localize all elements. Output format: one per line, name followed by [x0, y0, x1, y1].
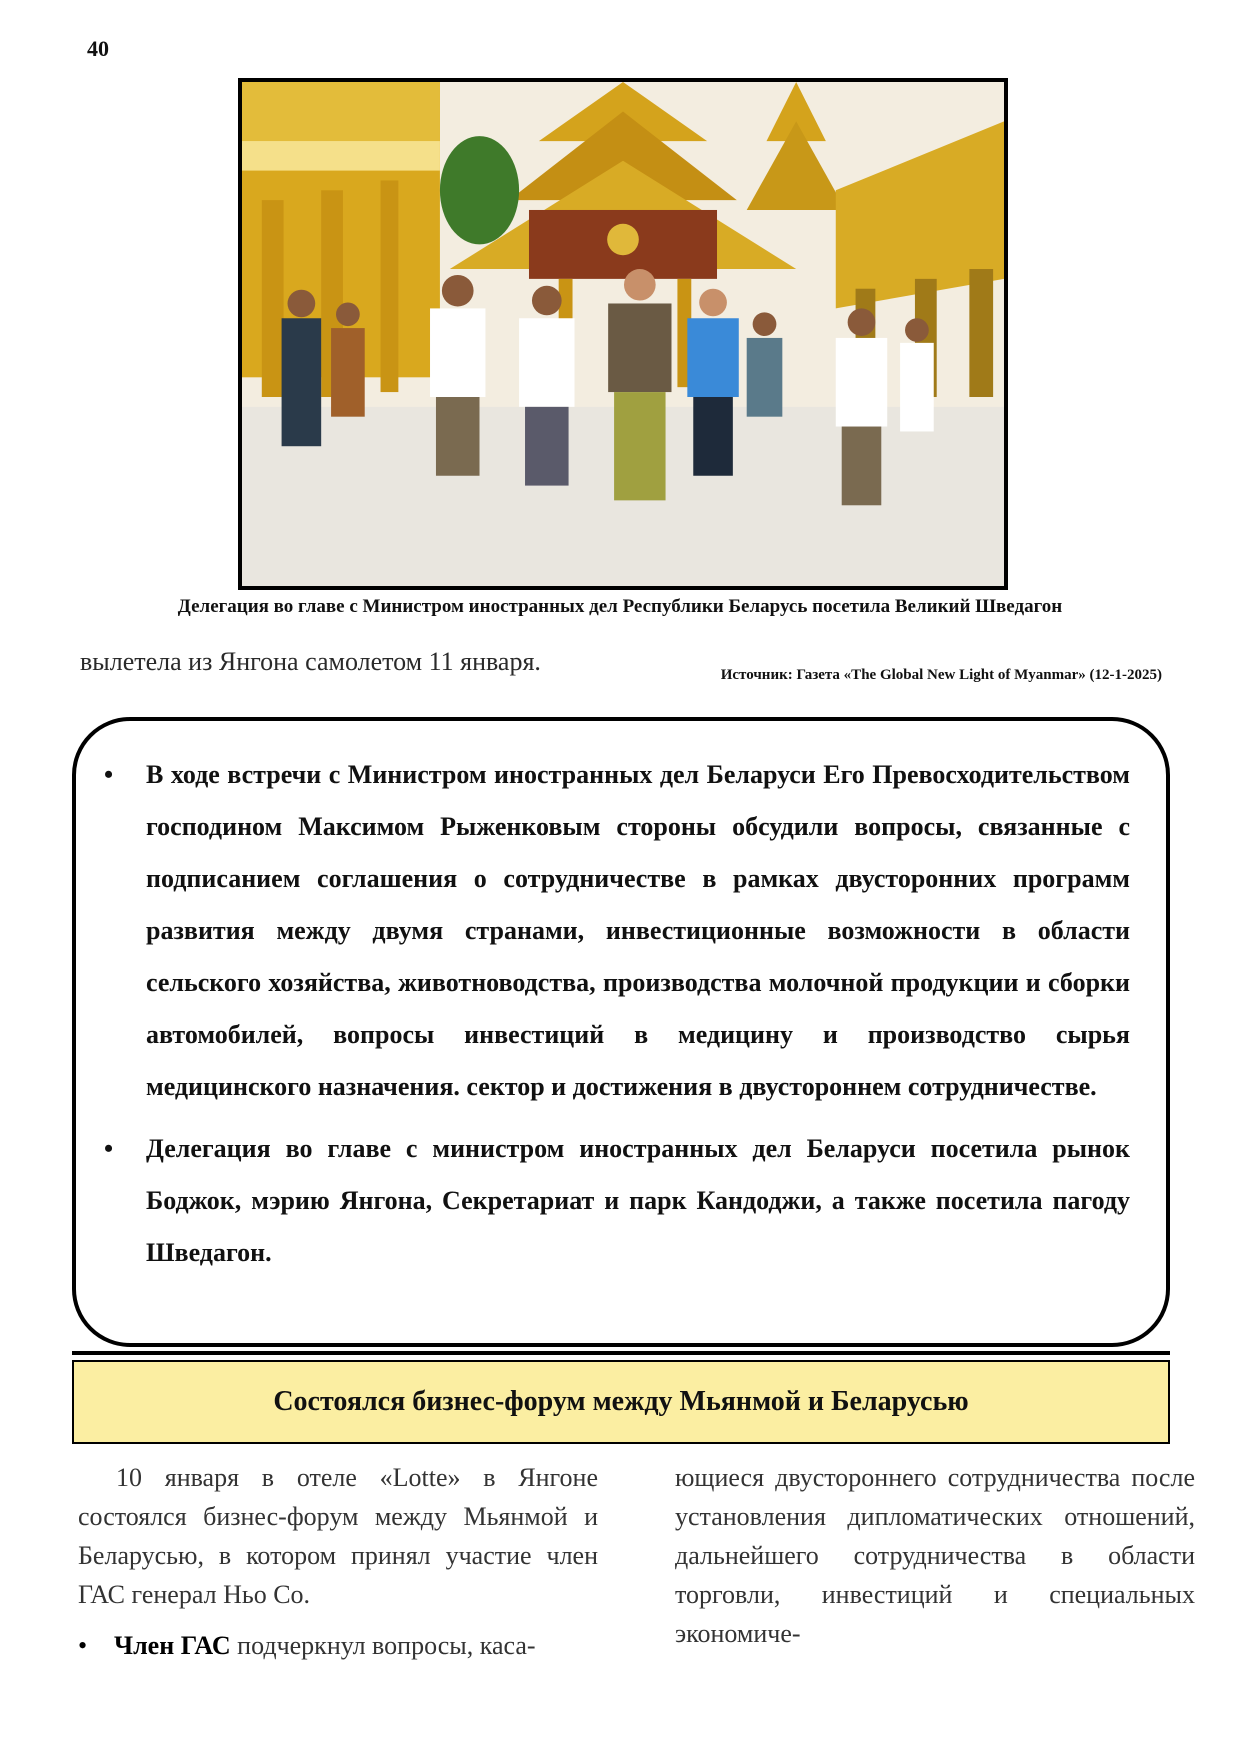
- summary-item: [104, 1123, 1130, 1279]
- source-citation: Источник: Газета «The Global New Light of Myanmar» (12-1-2025): [720, 667, 1162, 683]
- photo-caption: Делегация во главе с Министром иностранных дел Республики Беларусь посетила Великий Шведагон: [177, 596, 1063, 617]
- section-divider: [72, 1351, 1170, 1355]
- article-column-left: [78, 1458, 598, 1665]
- summary-list: [104, 749, 1130, 1279]
- article-bullet-text-start: подчеркнул вопросы, каса-: [230, 1631, 536, 1660]
- delegation-photo: [238, 78, 1008, 590]
- summary-item-text: В ходе встречи с Министром иностранных дел Беларуси Его Превосходительством господином Максимом Рыженковым стороны обсудили вопросы, связанные с подписанием соглашения о сотрудничестве в рамках двусторонних программ развития между двумя странами, инвестиционные возможности в области сельского хозяйства, животноводства, производства молочной продукции и сборки автомобилей, вопросы инвестиций в медицину и производство сырья медицинского назначения. сектор и достижения в двустороннем сотрудничестве.: [146, 760, 1130, 1101]
- bullet-icon: •: [78, 1631, 88, 1660]
- article-intro: 10 января в отеле «Lotte» в Янгоне состоялся бизнес-форум между Мьянмой и Беларусью, в котором принял участие член ГАС генерал Ньо Со.: [78, 1463, 598, 1609]
- article-bullet: [78, 1626, 598, 1665]
- bullet-icon: •: [104, 760, 114, 789]
- article-bullet-text-continued: ющиеся двустороннего сотрудничества после установления дипломатических отношений, дальнейшего сотрудничества в области торговли, инвестиций и специальных экономиче-: [675, 1463, 1195, 1648]
- previous-article-closing-line: вылетела из Янгона самолетом 11 января.: [80, 647, 541, 676]
- summary-item: [104, 749, 1130, 1113]
- page-number: 40: [87, 36, 109, 61]
- article-heading: Состоялся бизнес-форум между Мьянмой и Беларусью: [72, 1360, 1170, 1444]
- summary-item-text: Делегация во главе с министром иностранных дел Беларуси посетила рынок Боджок, мэрию Янгона, Секретариат и парк Кандоджи, а также посетила пагоду Шведагон.: [146, 1134, 1130, 1267]
- pagoda-photo-illustration: [242, 82, 1004, 586]
- summary-box: [72, 717, 1170, 1347]
- article-column-right: [675, 1458, 1195, 1653]
- bullet-icon: •: [104, 1134, 114, 1163]
- article-bullet-lead: Член ГАС: [114, 1631, 231, 1660]
